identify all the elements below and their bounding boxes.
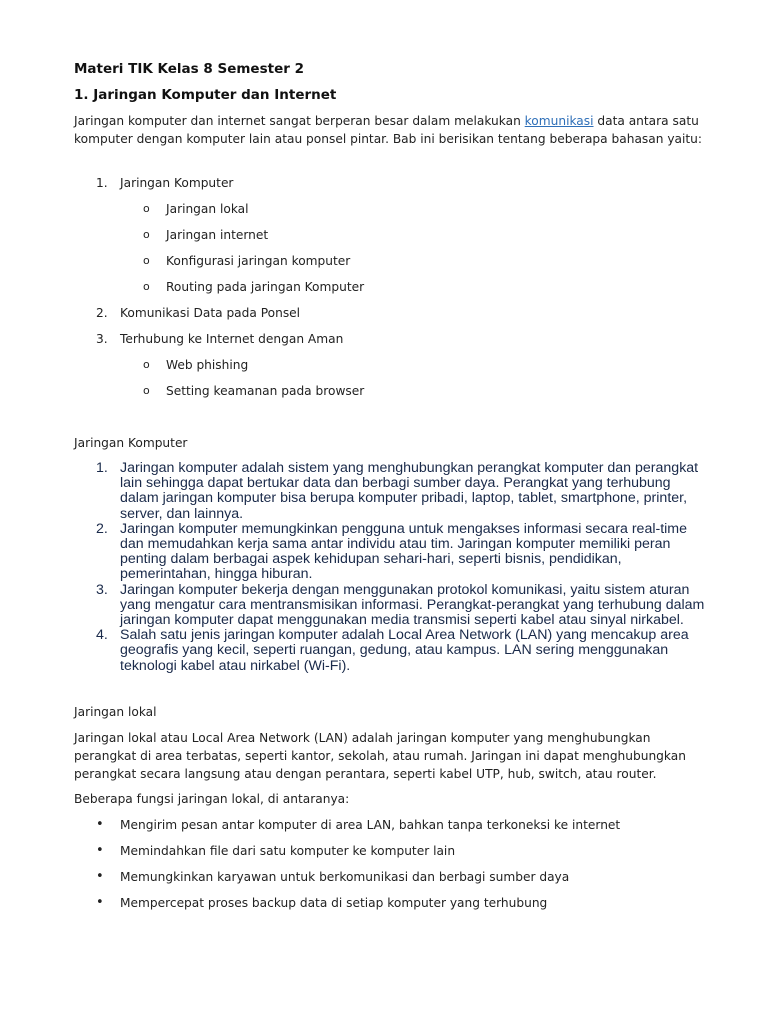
point-text: Salah satu jenis jaringan komputer adalah Local Area Network (LAN) yang mencakup area geografis yang kecil, seperti ruangan, gedung, atau kampus. LAN sering menggunakan teknologi kabel atau nirkabel (Wi-Fi). (120, 627, 689, 674)
point-text: Jaringan komputer memungkinkan pengguna untuk mengakses informasi secara real-time dan memudahkan kerja sama antar individu atau tim. Jaringan komputer memiliki peran penting dalam berbagai aspek kehidupan sehari-hari, seperti bisnis, pendidikan, pemerintahan, hingga hiburan. (120, 520, 688, 583)
list-item (96, 583, 706, 629)
list-item: Mempercepat proses backup data di setiap komputer yang terhubung (120, 896, 548, 910)
outline-subitem-label: Jaringan lokal (166, 202, 249, 216)
outline-subitem-label: Web phishing (166, 358, 249, 372)
outline-subitem-label: Konfigurasi jaringan komputer (166, 254, 351, 268)
point-number: 4. (96, 627, 108, 644)
list-item (96, 522, 706, 583)
point-number: 2. (96, 520, 108, 537)
bullet-icon: • (96, 843, 104, 858)
circle-bullet-icon: o (143, 384, 150, 397)
circle-bullet-icon: o (143, 228, 150, 241)
circle-bullet-icon: o (143, 358, 150, 371)
jaringan-komputer-label: Jaringan Komputer (74, 436, 188, 450)
jaringan-lokal-label: Jaringan lokal (74, 705, 157, 719)
outline-label: Komunikasi Data pada Ponsel (120, 306, 301, 320)
list-item: Memindahkan file dari satu komputer ke komputer lain (120, 844, 456, 858)
point-text: Jaringan komputer bekerja dengan menggunakan protokol komunikasi, yaitu sistem aturan yang mengatur cara mentransmisikan informasi. Perangkat-perangkat yang terhubung dalam jaringan komputer dapat menggunakan media transmisi seperti kabel atau sinyal nirkabel. (120, 581, 705, 629)
outline-number: 1. (96, 176, 108, 190)
outline-label: Terhubung ke Internet dengan Aman (120, 332, 344, 346)
outline-number: 2. (96, 306, 108, 320)
outline-subitem-label: Jaringan internet (166, 228, 269, 242)
outline-label: Jaringan Komputer (120, 176, 234, 190)
outline-subitem-label: Routing pada jaringan Komputer (166, 280, 365, 294)
list-item (96, 461, 706, 522)
circle-bullet-icon: o (143, 202, 150, 215)
section-heading: 1. Jaringan Komputer dan Internet (74, 87, 337, 103)
point-number: 3. (96, 581, 108, 598)
intro-text-start: Jaringan komputer dan internet sangat berperan besar dalam melakukan (74, 114, 525, 128)
intro-text-end: data antara satu komputer dengan komputer lain atau ponsel pintar. Bab ini berisikan tentang beberapa bahasan yaitu: (74, 114, 703, 146)
komunikasi-link[interactable]: komunikasi (524, 114, 594, 128)
outline-number: 3. (96, 332, 108, 346)
bullet-icon: • (96, 817, 104, 832)
list-item (96, 628, 706, 674)
outline-subitem-label: Setting keamanan pada browser (166, 384, 365, 398)
list-item: Mengirim pesan antar komputer di area LAN, bahkan tanpa terkoneksi ke internet (120, 818, 621, 832)
circle-bullet-icon: o (143, 280, 150, 293)
point-text: Jaringan komputer adalah sistem yang menghubungkan perangkat komputer dan perangkat lain sehingga dapat bertukar data dan berbagi sumber daya. Perangkat yang terhubung dalam jaringan komputer bisa berupa komputer pribadi, laptop, tablet, smartphone, printer, server, dan lainnya. (120, 460, 699, 522)
jaringan-lokal-paragraph (74, 729, 714, 783)
bullet-icon: • (96, 869, 104, 884)
circle-bullet-icon: o (143, 254, 150, 267)
jaringan-lokal-text: Jaringan lokal atau Local Area Network (LAN) adalah jaringan komputer yang menghubungkan perangkat di area terbatas, seperti kantor, sekolah, atau rumah. Jaringan ini dapat menghubungkan perangkat secara langsung atau dengan perantara, seperti kabel UTP, hub, switch, atau router. (74, 731, 686, 781)
list-item: Memungkinkan karyawan untuk berkomunikasi dan berbagi sumber daya (120, 870, 570, 884)
intro-paragraph (74, 113, 714, 148)
jaringan-komputer-points (96, 461, 706, 674)
document-title: Materi TIK Kelas 8 Semester 2 (74, 61, 304, 77)
functions-intro: Beberapa fungsi jaringan lokal, di antaranya: (74, 792, 350, 806)
bullet-icon: • (96, 895, 104, 910)
point-number: 1. (96, 460, 108, 476)
